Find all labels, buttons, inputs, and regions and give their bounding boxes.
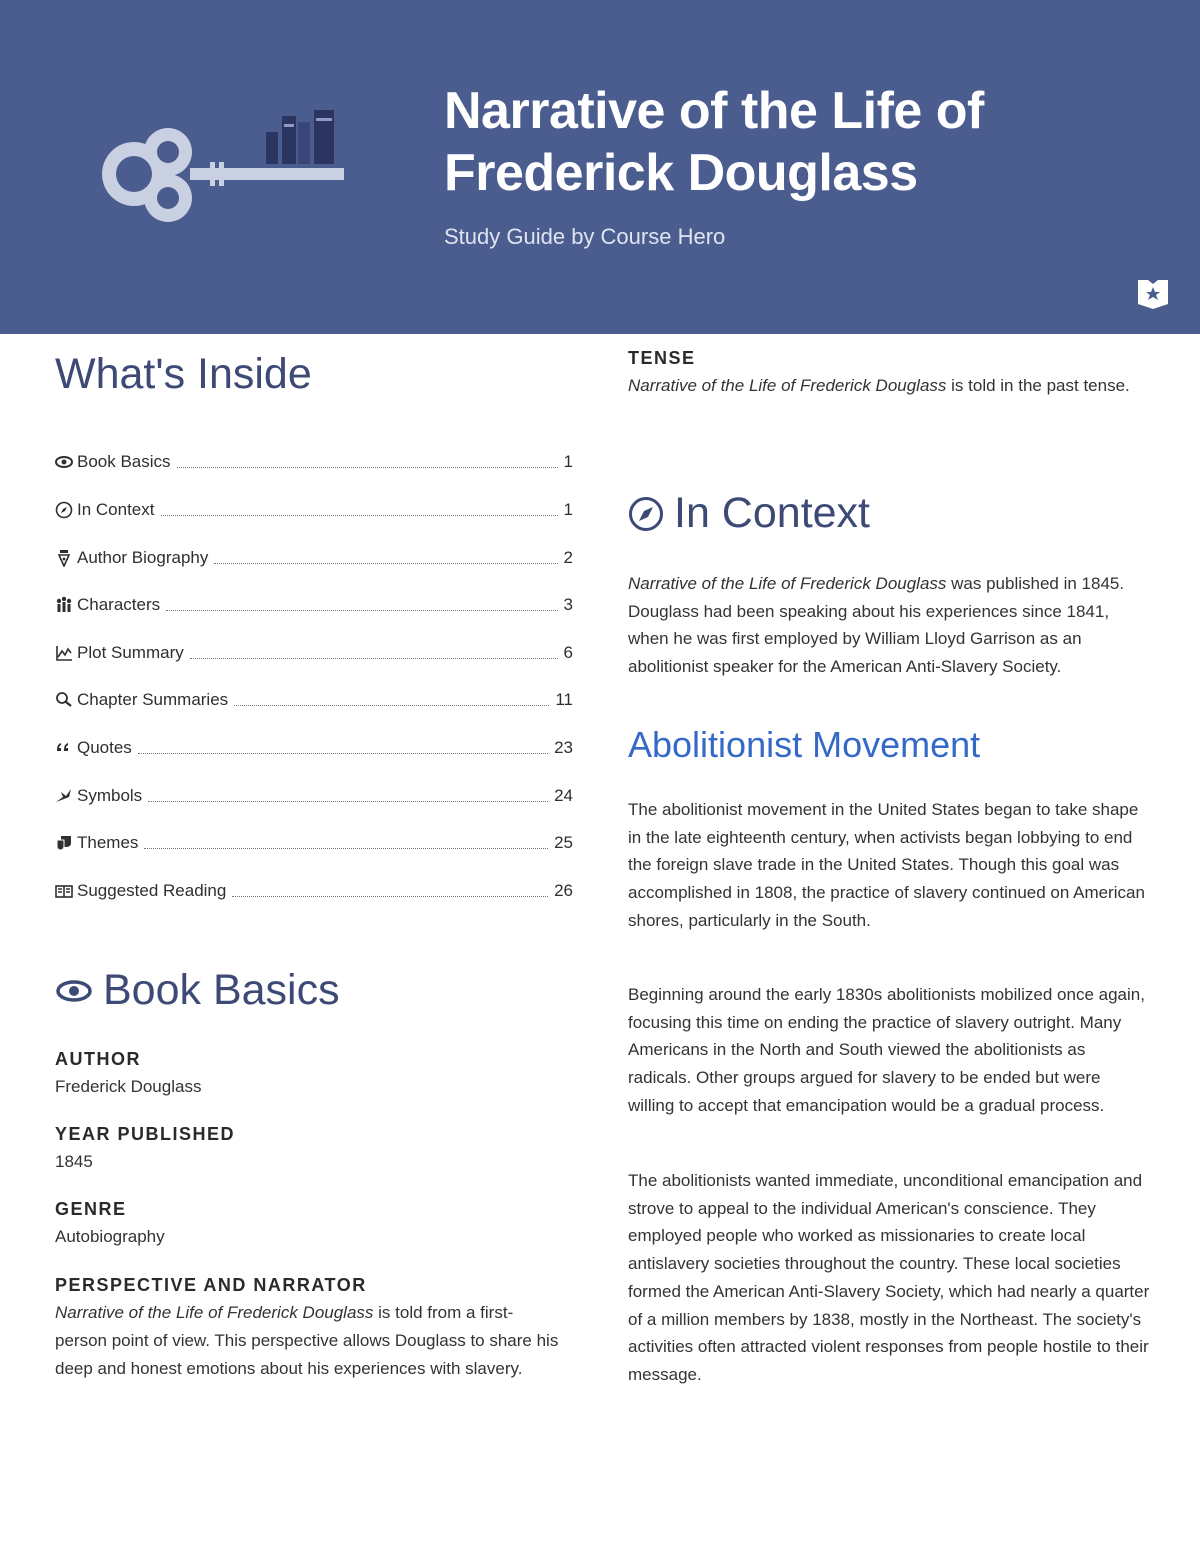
toc-page-number: 6	[563, 643, 573, 662]
toc-page-number: 23	[554, 738, 573, 757]
intro-text: was published in 1845. Douglass had been speaking about his experiences since 1841, when he was first employed by William Lloyd Garrison as an abolitionist speaker for the American Anti-Slavery Society.	[628, 574, 1125, 677]
paragraph-3: The abolitionists wanted immediate, unconditional emancipation and strove to appeal to the individual American's conscience. They employed people who worked as missionaries to create local antislavery societies throughout the country. These local societies formed the American Anti-Slavery Society, which had nearly a quarter of a million members by 1838, mostly in the Northeast. The society's activities often attracted violent responses from people hostile to their message.	[628, 1171, 1150, 1384]
year-published-field	[55, 1120, 565, 1176]
toc-leader-dots	[166, 609, 557, 611]
perspective-field	[55, 1271, 565, 1383]
toc-item-author-biography[interactable]	[55, 544, 573, 572]
paragraph-2: Beginning around the early 1830s abolitionists mobilized once again, focusing this time on ending the practice of slavery outright. Many Americans in the North and South viewed the abolitionists as radicals. Other groups argued for slavery to be ended but were willing to accept that emancipation would be a gradual process.	[628, 985, 1145, 1115]
toc-label: Quotes	[77, 738, 132, 757]
toc-item-suggested-reading[interactable]	[55, 877, 573, 905]
year-value: 1845	[55, 1152, 93, 1171]
toc-page-number: 1	[563, 452, 573, 471]
toc-page-number: 24	[554, 786, 573, 805]
toc-label: In Context	[77, 500, 155, 519]
perspective-value	[55, 1299, 565, 1383]
genre-field	[55, 1195, 565, 1251]
books-icon	[55, 882, 77, 900]
book-basics-heading	[55, 966, 340, 1015]
abolitionist-movement-heading: Abolitionist Movement	[628, 724, 981, 765]
quote-icon	[55, 739, 77, 757]
toc-label: Author Biography	[77, 548, 209, 567]
in-context-heading	[628, 489, 870, 538]
perspective-text: is told from a first-person point of view. This perspective allows Douglass to share his deep and honest emotions about his experiences with slavery.	[55, 1303, 559, 1378]
toc-leader-dots	[234, 704, 549, 706]
book-title-italic: Narrative of the Life of Frederick Douglass	[55, 1303, 374, 1322]
book-title-italic: Narrative of the Life of Frederick Douglass	[628, 376, 947, 395]
title-line-2: Frederick Douglass	[444, 144, 918, 202]
eye-icon	[55, 453, 77, 471]
toc-leader-dots	[144, 847, 548, 849]
genre-value: Autobiography	[55, 1227, 165, 1246]
paragraph-1: The abolitionist movement in the United States began to take shape in the late eighteenth century, when activists began lobbying to end the foreign slave trade in the United States. Though this goal was accomplished in 1808, the practice of slavery continued on American shores, particularly in the South.	[628, 800, 1145, 930]
toc-page-number: 11	[555, 690, 573, 709]
author-field	[55, 1045, 565, 1101]
toc-label: Plot Summary	[77, 643, 184, 662]
book-basics-title: Book Basics	[103, 966, 340, 1014]
in-context-intro	[628, 570, 1150, 681]
key-with-books-icon	[98, 104, 348, 229]
masks-icon	[55, 834, 77, 852]
toc-label: Symbols	[77, 786, 143, 805]
author-value: Frederick Douglass	[55, 1077, 202, 1096]
toc-leader-dots	[161, 514, 558, 516]
toc-leader-dots	[232, 895, 548, 897]
title-line-1: Narrative of the Life of	[444, 82, 984, 140]
year-label: YEAR PUBLISHED	[55, 1124, 236, 1144]
bird-icon	[55, 787, 77, 805]
toc-page-number: 1	[563, 500, 573, 519]
genre-label: GENRE	[55, 1199, 127, 1219]
magnifier-icon	[55, 691, 77, 709]
eye-icon	[55, 978, 93, 1004]
chart-icon	[55, 644, 77, 662]
toc-item-in-context[interactable]	[55, 496, 573, 524]
in-context-title: In Context	[674, 489, 870, 537]
pen-nib-icon	[55, 549, 77, 567]
header-banner	[0, 0, 1200, 334]
author-label: AUTHOR	[55, 1049, 141, 1069]
perspective-label: PERSPECTIVE AND NARRATOR	[55, 1275, 367, 1295]
toc-page-number: 26	[554, 881, 573, 900]
whats-inside-heading: What's Inside	[55, 350, 312, 398]
toc-page-number: 25	[554, 833, 573, 852]
toc-item-chapter-summaries[interactable]	[55, 686, 573, 714]
toc-leader-dots	[148, 800, 548, 802]
course-hero-shield-icon	[1136, 278, 1170, 310]
tense-value	[628, 372, 1150, 400]
toc-item-plot-summary[interactable]	[55, 639, 573, 667]
toc-leader-dots	[190, 657, 558, 659]
toc-label: Suggested Reading	[77, 881, 227, 900]
toc-item-quotes[interactable]	[55, 734, 573, 762]
tense-field	[628, 344, 1150, 400]
toc-leader-dots	[177, 466, 558, 468]
page-title	[444, 80, 1144, 204]
toc-page-number: 2	[563, 548, 573, 567]
subtitle: Study Guide by Course Hero	[444, 224, 726, 249]
compass-icon	[55, 501, 77, 519]
toc-item-symbols[interactable]	[55, 782, 573, 810]
toc-label: Themes	[77, 833, 139, 852]
toc-item-themes[interactable]	[55, 829, 573, 857]
toc-label: Book Basics	[77, 452, 171, 471]
toc-item-characters[interactable]	[55, 591, 573, 619]
people-icon	[55, 596, 77, 614]
toc-leader-dots	[138, 752, 548, 754]
toc-leader-dots	[214, 562, 557, 564]
toc-label: Chapter Summaries	[77, 690, 229, 709]
tense-text: is told in the past tense.	[946, 376, 1130, 395]
toc-page-number: 3	[563, 595, 573, 614]
tense-label: TENSE	[628, 348, 696, 368]
book-title-italic: Narrative of the Life of Frederick Douglass	[628, 574, 947, 593]
toc-item-book-basics[interactable]	[55, 448, 573, 476]
toc-label: Characters	[77, 595, 161, 614]
compass-icon	[628, 496, 664, 532]
